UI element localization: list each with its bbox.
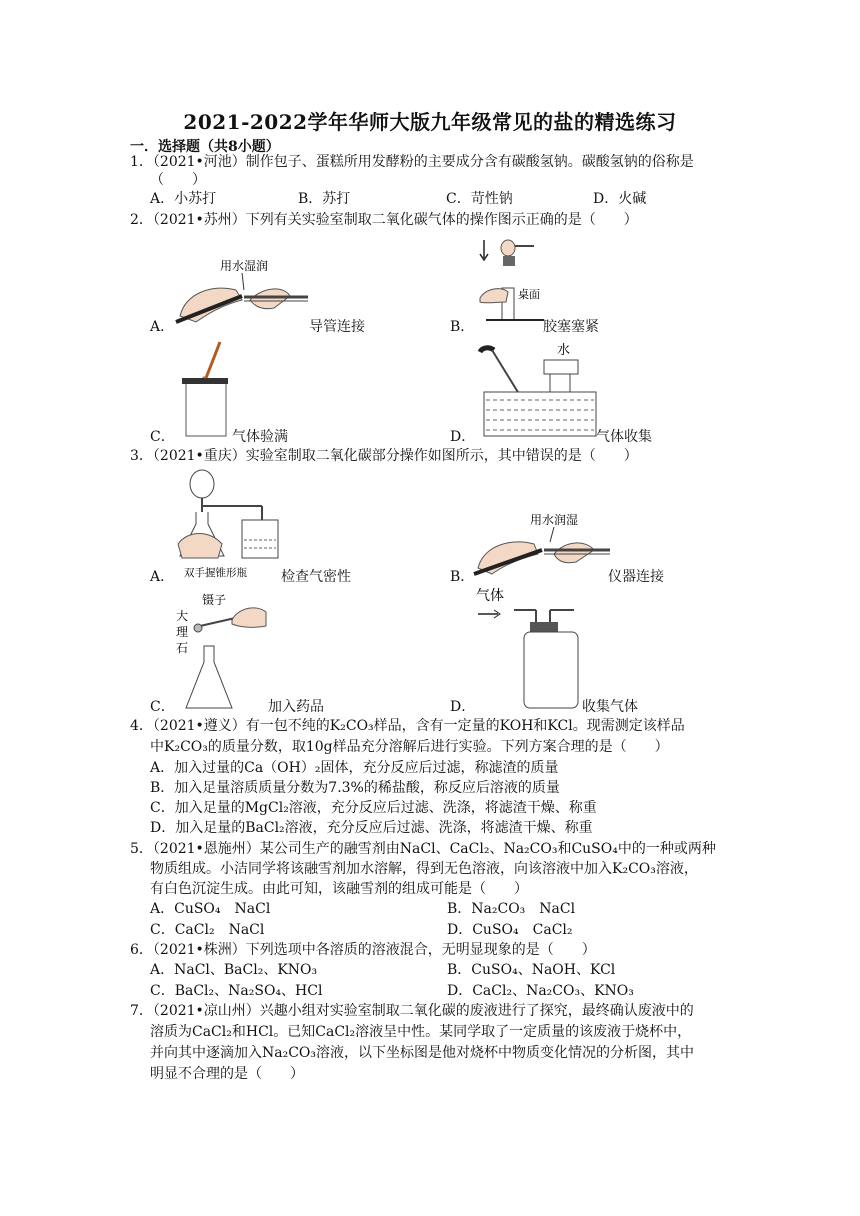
q3-c-marble-note-3: 石 — [176, 641, 189, 655]
q3-a-note: 双手握锥形瓶 — [184, 567, 247, 579]
q2-a-note: 用水湿润 — [220, 259, 269, 273]
q3-c-marble-note-2: 理 — [176, 625, 189, 639]
question-7-stem-line-4: 明显不合理的是（ ） — [150, 1066, 304, 1082]
q3-option-b-letter: B． — [450, 569, 475, 585]
question-3-stem: 3．（2021•重庆）实验室制取二氧化碳部分操作如图所示，其中错误的是（ ） — [130, 448, 638, 464]
question-6-option-d: D．CaCl₂、Na₂CO₃、KNO₃ — [447, 983, 634, 999]
q3-c-caption: 加入药品 — [268, 699, 324, 715]
q3-d-gas-collection-figure — [474, 584, 594, 712]
q3-b-caption: 仪器连接 — [608, 569, 664, 585]
q2-b-stopper-figure — [474, 236, 546, 330]
q2-option-c-letter: C． — [150, 429, 175, 445]
question-4-stem-line-2: 中K₂CO₃的质量分数，取10g样品充分溶解后进行实验。下列方案合理的是（ ） — [150, 739, 669, 755]
q2-d-note: 水 — [557, 343, 571, 358]
question-1-option-a: A．小苏打 — [150, 191, 217, 207]
q2-c-gas-check-figure — [176, 340, 236, 440]
q2-option-a-letter: A． — [150, 319, 175, 335]
q2-b-caption: 胶塞塞紧 — [543, 319, 599, 335]
question-6-option-c: C．BaCl₂、Na₂SO₄、HCl — [150, 983, 323, 999]
question-1-stem: 1．（2021•河池）制作包子、蛋糕所用发酵粉的主要成分含有碳酸氢钠。碳酸氢钠的俗称是 — [130, 154, 694, 170]
q3-option-c-letter: C． — [150, 699, 175, 715]
question-7-stem-line-3: 并向其中逐滴加入Na₂CO₃溶液，以下坐标图是他对烧杯中物质变化情况的分析图，其中 — [150, 1045, 695, 1061]
question-1-blank: （ ） — [150, 172, 206, 188]
section-heading: 一．选择题（共8小题） — [130, 139, 280, 155]
q2-b-note: 桌面 — [518, 288, 540, 301]
question-5-stem-line-1: 5．（2021•恩施州）某公司生产的融雪剂由NaCl、CaCl₂、Na₂CO₃和CuSO₄中的一种或两种 — [130, 841, 716, 857]
q3-option-a-letter: A． — [150, 569, 175, 585]
q3-a-airtightness-figure — [172, 464, 282, 582]
question-2-stem: 2．（2021•苏州）下列有关实验室制取二氧化碳气体的操作图示正确的是（ ） — [130, 212, 638, 228]
q3-d-caption: 收集气体 — [582, 699, 638, 715]
question-7-stem-line-2: 溶质为CaCl₂和HCl。已知CaCl₂溶液呈中性。某同学取了一定质量的该废液于烧杯中， — [150, 1024, 692, 1040]
q3-option-d-letter: D． — [450, 699, 476, 715]
question-6-option-b: B．CuSO₄、NaOH、KCl — [447, 962, 616, 978]
page-title: 2021-2022学年华师大版九年级常见的盐的精选练习 — [183, 110, 677, 134]
question-4-option-c: C．加入足量的MgCl₂溶液，充分反应后过滤、洗涤，将滤渣干燥、称重 — [150, 800, 597, 816]
question-6-stem: 6．（2021•株洲）下列选项中各溶质的溶液混合，无明显现象的是（ ） — [130, 942, 596, 958]
q3-c-marble-note-1: 大 — [176, 609, 189, 623]
question-1-option-c: C．苛性钠 — [446, 191, 513, 207]
question-1-option-d: D．火碱 — [593, 191, 647, 207]
question-5-option-b: B．Na₂CO₃ NaCl — [447, 901, 576, 917]
question-1-option-b: B．苏打 — [298, 191, 351, 207]
q3-b-note: 用水润湿 — [530, 513, 579, 527]
q2-d-gas-collection-figure — [474, 340, 600, 440]
q2-a-tube-connection-figure — [172, 256, 312, 330]
q2-d-caption: 气体收集 — [596, 429, 652, 445]
question-5-stem-line-3: 有白色沉淀生成。由此可知，该融雪剂的组成可能是（ ） — [150, 881, 528, 897]
q2-c-caption: 气体验满 — [232, 429, 288, 445]
question-4-option-d: D．加入足量的BaCl₂溶液，充分反应后过滤、洗涤，将滤渣干燥、称重 — [150, 820, 593, 836]
q2-option-b-letter: B． — [450, 319, 475, 335]
question-4-stem-line-1: 4．（2021•遵义）有一包不纯的K₂CO₃样品，含有一定量的KOH和KCl。现需测定该样品 — [130, 718, 685, 734]
q3-c-add-reagent-figure — [170, 590, 270, 714]
question-7-stem-line-1: 7．（2021•凉山州）兴趣小组对实验室制取二氧化碳的废液进行了探究，最终确认废液中的 — [130, 1003, 694, 1019]
q3-a-caption: 检查气密性 — [281, 569, 351, 585]
question-6-option-a: A．NaCl、BaCl₂、KNO₃ — [150, 962, 318, 978]
q3-d-note: 气体 — [476, 588, 504, 604]
q2-a-caption: 导管连接 — [309, 319, 365, 335]
question-4-option-b: B．加入足量溶质质量分数为7.3%的稀盐酸，称反应后溶液的质量 — [150, 780, 560, 796]
question-4-option-a: A．加入过量的Ca（OH）₂固体，充分反应后过滤，称滤渣的质量 — [150, 760, 559, 776]
q3-c-tweezers-note: 镊子 — [202, 593, 227, 607]
question-5-option-d: D．CuSO₄ CaCl₂ — [447, 922, 573, 938]
question-5-stem-line-2: 物质组成。小洁同学将该融雪剂加水溶解，得到无色溶液，向该溶液中加入K₂CO₃溶液， — [150, 861, 698, 877]
question-5-option-c: C．CaCl₂ NaCl — [150, 922, 265, 938]
q3-b-instrument-connection-figure — [470, 512, 614, 580]
q2-option-d-letter: D． — [450, 429, 476, 445]
question-5-option-a: A．CuSO₄ NaCl — [150, 901, 271, 917]
